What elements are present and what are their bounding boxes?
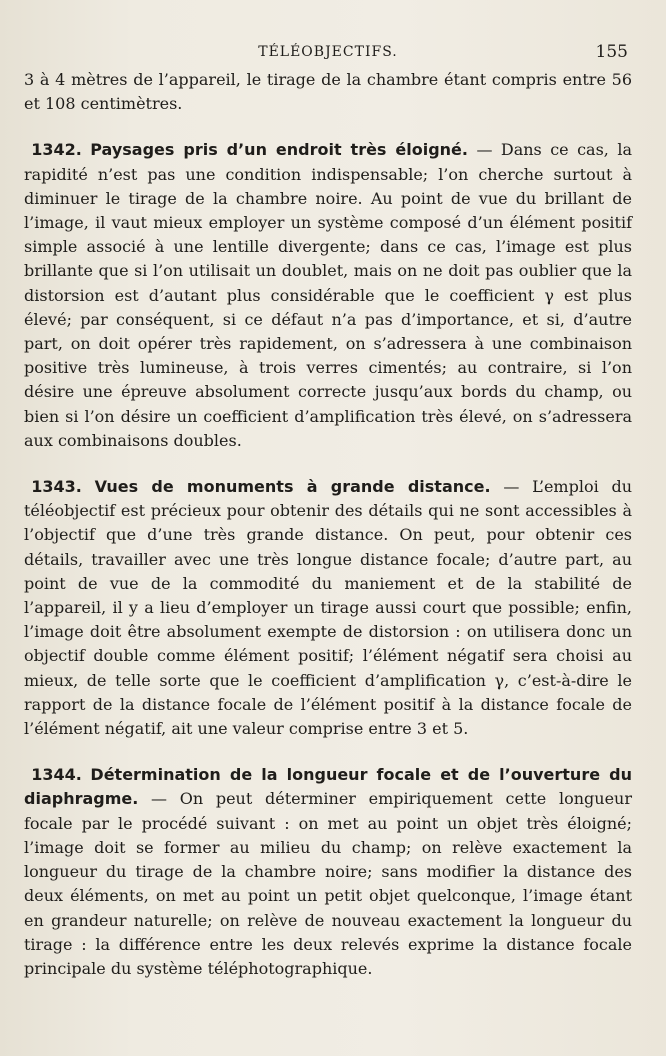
section-body: — L’emploi du téléobjectif est précieux pour obtenir des détails qui ne sont accessibles à l’objectif que d’une très grande distance. On peut, pour obtenir ces détails, travailler avec une très longue distance focale; d’autre part, au point de vue de la commodité du maniement et de la stabilité de l’appareil, il y a lieu d’employer un tirage aussi court que possible; enfin, l’image doit être absolument exempte de distorsion : on utilisera donc un objectif double comme élément positif; l’élément négatif sera choisi au mieux, de telle sorte que le coefficient d’amplification γ, c’est-à-dire le rapport de la distance focale de l’élément positif à la distance focale de l’élément négatif, ait une valeur comprise entre 3 et 5.: [24, 477, 633, 739]
section-number: 1343.: [31, 477, 82, 497]
section-1342: [24, 138, 632, 453]
section-number: 1342.: [31, 140, 82, 160]
section-body: — Dans ce cas, la rapidité n’est pas une condition indispensable; l’on cherche surtout à diminuer le tirage de la chambre noire. Au point de vue du brillant de l’image, il vaut mieux employer un système composé d’un élément positif simple associé à une lentille divergente; dans ce cas, l’image est plus brillante que si l’on utilisait un doublet, mais on ne doit pas oublier que la distorsion est d’autant plus considérable que le coefficient γ est plus élevé; par conséquent, si ce défaut n’a pas d’importance, et si, d’autre part, on doit opérer très rapidement, on s’adressera à une combinaison positive très lumineuse, à trois verres cimentés; au contraire, si l’on désire une épreuve absolument correcte jusqu’aux bords du champ, ou bien si l’on désire un coefficient d’amplification très élevé, on s’adressera aux combinaisons doubles.: [24, 140, 633, 450]
section-heading: Vues de monuments à grande distance.: [94, 477, 491, 497]
section-heading: Paysages pris d’un endroit très éloigné.: [90, 140, 468, 160]
section-1344: [24, 763, 632, 981]
page-number: 155: [595, 42, 628, 62]
continuation-paragraph: 3 à 4 mètres de l’appareil, le tirage de la chambre étant compris entre 56 et 108 centimètres.: [24, 70, 632, 114]
section-heading: Détermination de la longueur focale et de l’ouverture du diaphragme.: [24, 765, 632, 809]
section-1343: [24, 475, 632, 741]
running-head: [24, 40, 632, 68]
section-body: — On peut déterminer empiriquement cette longueur focale par le procédé suivant : on met au point un objet très éloigné; l’image doit se former au milieu du champ; on relève exactement la longueur du tirage de la chambre noire; sans modifier la distance des deux éléments, on met au point un petit objet quelconque, l’image étant en grandeur naturelle; on relève de nouveau exactement la longueur du tirage : la différence entre les deux relevés exprime la distance focale principale du système téléphotographique.: [24, 789, 632, 978]
section-number: 1344.: [31, 765, 82, 785]
running-title: TÉLÉOBJECTIFS.: [258, 44, 398, 60]
